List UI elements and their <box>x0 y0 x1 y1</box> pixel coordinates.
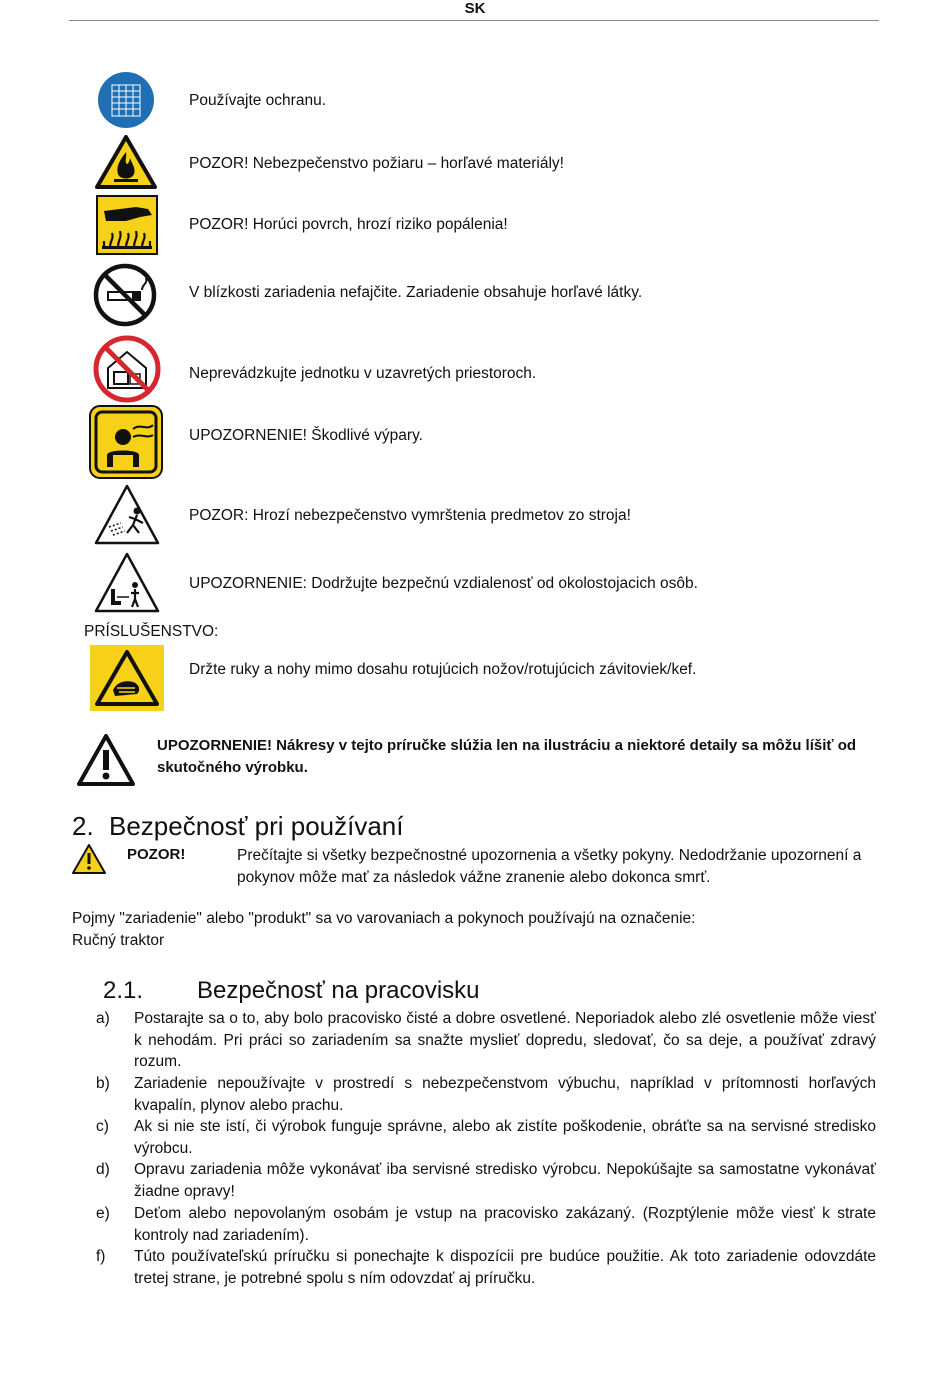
rotating-blades-warning-icon <box>89 644 165 712</box>
list-item-letter: b) <box>96 1075 110 1092</box>
flammable-warning-icon <box>94 134 158 190</box>
symbol-text: POZOR: Hrozí nebezpečenstvo vymrštenia predmetov zo stroja! <box>189 507 631 524</box>
list-item-text: Túto používateľskú príručku si ponechajte k dispozícii pre budúce použitie. Ak toto zariadenie odovzdáte tretej strane, je potrebné spolu s ním odovzdať aj príručku. <box>134 1248 876 1287</box>
drawing-disclaimer: UPOZORNENIE! Nákresy v tejto príručke slúžia len na ilustráciu a niektoré detaily sa môžu líšiť od skutočného výrobku. <box>157 737 857 776</box>
list-item <box>96 1246 876 1289</box>
section-2-1-number: 2.1. <box>103 977 144 1004</box>
no-smoking-icon <box>92 262 158 328</box>
terms-line: Pojmy "zariadenie" alebo "produkt" sa vo varovaniach a pokynoch používajú na označenie: <box>72 910 696 927</box>
section-2-1-heading <box>103 975 480 1007</box>
section-2-1-title: Bezpečnosť na pracovisku <box>197 977 480 1004</box>
symbol-text: V blízkosti zariadenia nefajčite. Zariadenie obsahuje horľavé látky. <box>189 284 643 301</box>
header-divider <box>69 20 879 21</box>
section-2-heading <box>72 810 403 842</box>
accessories-label: PRÍSLUŠENSTVO: <box>84 623 219 640</box>
symbol-text: UPOZORNENIE: Dodržujte bezpečnú vzdialenosť od okolostojacich osôb. <box>189 575 698 592</box>
warning-triangle-icon <box>71 843 107 875</box>
list-item-letter: a) <box>96 1010 110 1027</box>
pozor-label: POZOR! <box>127 846 186 863</box>
list-item <box>96 1116 876 1159</box>
general-warning-icon <box>77 733 135 787</box>
no-indoor-operation-icon <box>92 334 162 404</box>
symbol-text: Používajte ochranu. <box>189 92 327 109</box>
symbol-text: POZOR! Nebezpečenstvo požiaru – horľavé materiály! <box>189 155 564 172</box>
list-item <box>96 1203 876 1246</box>
list-item-text: Ak si nie ste istí, či výrobok funguje správne, alebo ak zistíte poškodenie, obráťte sa na servisné stredisko výrobcu. <box>134 1118 876 1157</box>
list-item <box>96 1159 876 1202</box>
flying-objects-warning-icon <box>93 483 161 547</box>
symbol-text: POZOR! Horúci povrch, hrozí riziko popálenia! <box>189 216 508 233</box>
symbol-text: Neprevádzkujte jednotku v uzavretých priestoroch. <box>189 365 537 382</box>
list-item <box>96 1073 876 1116</box>
list-item-text: Zariadenie nepoužívajte v prostredí s nebezpečenstvom výbuchu, napríklad v prítomnosti horľavých kvapalín, plynov alebo prachu. <box>134 1075 876 1114</box>
section-2-title: Bezpečnosť pri používaní <box>109 811 404 841</box>
hot-surface-warning-icon <box>96 195 158 255</box>
pozor-text: Prečítajte si všetky bezpečnostné upozornenia a všetky pokyny. Nedodržanie upozornení a pokynov môže mať za následok vážne zranenie alebo dokonca smrť. <box>237 847 862 886</box>
protective-clothing-icon <box>97 71 155 129</box>
list-item <box>96 1008 876 1073</box>
safe-distance-warning-icon <box>93 551 161 615</box>
list-item-text: Opravu zariadenia môže vykonávať iba servisné stredisko výrobcu. Nepokúšajte sa samostatne vykonávať žiadne opravy! <box>134 1161 876 1200</box>
product-name: Ručný traktor <box>72 932 165 949</box>
symbol-text: UPOZORNENIE! Škodlivé výpary. <box>189 427 423 444</box>
list-item-letter: f) <box>96 1248 106 1265</box>
section-2-number: 2. <box>72 811 94 841</box>
language-code: SK <box>464 0 486 17</box>
symbol-text: Držte ruky a nohy mimo dosahu rotujúcich nožov/rotujúcich závitoviek/kef. <box>189 661 697 678</box>
list-item-text: Postarajte sa o to, aby bolo pracovisko čisté a dobre osvetlené. Neporiadok alebo zlé osvetlenie môže viesť k nehodám. Pri práci so zariadením sa snažte myslieť dopredu, sledovať, čo sa deje, a používať zdravý rozum. <box>134 1010 876 1071</box>
list-item-letter: e) <box>96 1205 110 1222</box>
list-item-letter: d) <box>96 1161 110 1178</box>
harmful-fumes-icon <box>89 405 163 479</box>
list-item-letter: c) <box>96 1118 109 1135</box>
terms-paragraph <box>72 908 695 952</box>
list-item-text: Deťom alebo nepovolaným osobám je vstup na pracovisko zakázaný. (Rozptýlenie môže viesť k strate kontroly nad zariadením). <box>134 1205 876 1244</box>
